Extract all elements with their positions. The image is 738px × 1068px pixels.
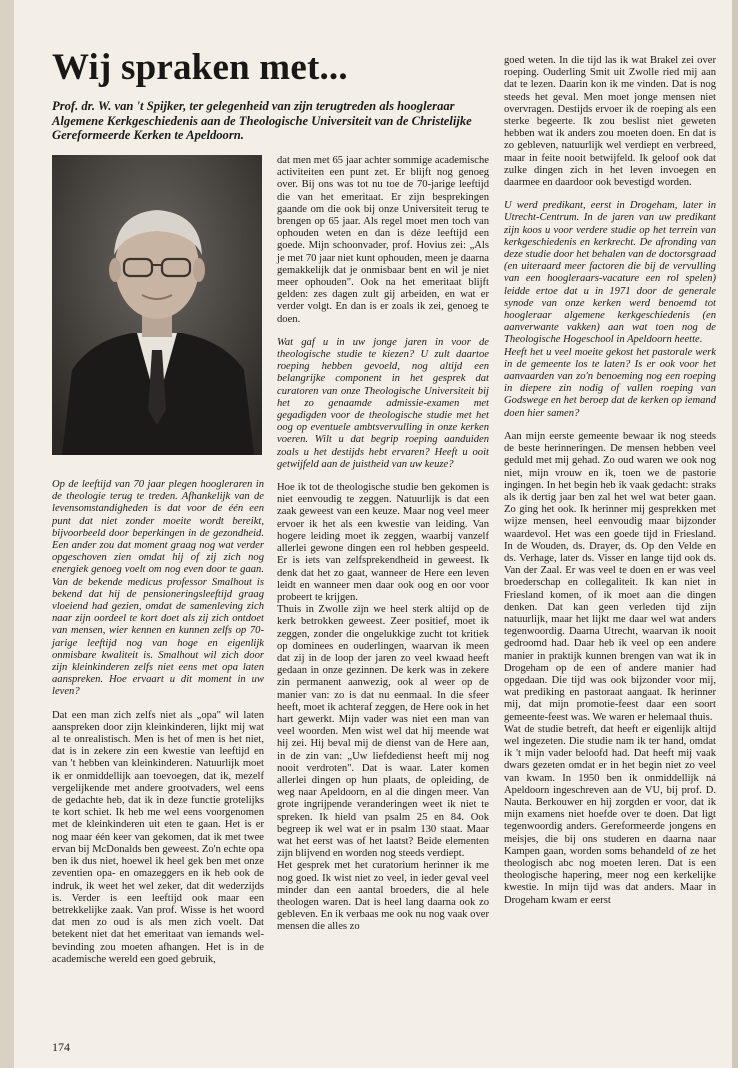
paragraph: Thuis in Zwolle zijn we heel sterk altijd op de kerk betrokken geweest. Zeer positief, moet ik zeggen, zonder die ongelukkige zucht tot kritiek op dominees en ouderlingen, waarvan ik meen dat zij in de loop der jaren zo veel kwaad heeft gedaan in onze gezinnen. De kerk was in zekere zin permanent aanwezig, ook al weer op de manier van: zo is dat nu eenmaal. In die sfeer heeft, moet ik achteraf zeggen, de Here ook in het hart gewerkt. Mijn vader was niet een man van veel woorden. Men wist wel dat hij meende wat hij zei. Hij beval mij de dienst van de Here aan, in de zin van: „Uw liefdedienst heeft mij nog nooit verdroten". Dat is waar. Later komen allerlei dingen op hun plaats, de opleiding, de weg naar Apeldoorn, en al die dingen meer. Van grote ingrijpende veranderingen weet ik niet te spreken. Ik hield van psalm 25 en 84. Ook begreep ik wel wat er in psalm 130 staat. Maar wat het eerst was of het laatst? Beide elementen zijn blijvend en worden nog steeds verdiept. [277, 604, 489, 860]
paragraph: goed weten. In die tijd las ik wat Brakel zei over roeping. Ouderling Smit uit Zwolle ried mij aan dat te lezen. Daarin kon ik me vinden. Dat is nog steeds het geval. Men moet jonge mensen niet overvragen. Destijds ervoer ik de roeping als een sterke begeerte. Ik zou beslist niet geweten hebben wat ik anders zou moeten doen. En dat is zo gebleven, natuurlijk wel verdiept en verbreed, maar in feite nooit betwijfeld. Ik geloof ook dat zulke dingen zich in het leven invoegen en daarmee en daardoor ook bevestigd worden. [504, 55, 716, 189]
article-title: Wij spraken met... [52, 47, 348, 88]
interview-question: Heeft het u veel moeite gekost het pastorale werk in de gemeente los te laten? Is er ook voor het aanvaarden van zo'n benoeming nog een roeping in diepere zin nodig of vallen roeping van Godswege en het beroep dat de kerken op iemand doen hier samen? [504, 346, 716, 419]
paragraph: Dat een man zich zelfs niet als „opa" wil laten aanspreken door zijn kleinkinderen, lijkt mij wat al te onrealistisch. Men is het of men is het niet, dat is in zekere zin een kwestie van leeftijd en van 't hebben van kleinkinderen. Natuurlijk moet ik er onmiddellijk aan toevoegen, dat ik, mezelf vergelijkende met andere grootvaders, wel eens de gedachte heb, dat ik in deze functie grotelijks te kort schiet. Ik heb me wel eens voorgenomen met de kleinkinderen uit eten te gaan. Het is er nog maar één keer van gekomen, dat ik met twee ervan bij McDonalds ben geweest. Zo'n echte opa ben ik dus niet, hoewel ik heel gek ben met onze zeventien opa- en omazeggers en ik heb ook de indruk, ik weet het wel zeker, dat dit wederzijds is. Verder is een leeftijd ook maar een betrekkelijke zaak. Van prof. Wisse is het woord dat men zo oud is als men zich voelt. Dat betekent niet dat het emeritaat van iemands wel-bevinding zou moeten afhangen. Het is in de academische wereld een goed gebruik, [52, 709, 264, 965]
paragraph: Wat de studie betreft, dat heeft er eigenlijk altijd wel ingezeten. Die studie nam ik ter hand, omdat ik 't mijn vader beloofd had. Dat heeft mij vaak dwars gezeten omdat er in het begin niet zo veel van kwam. In 1950 ben ik onmiddellijk ná Apeldoorn ingeschreven aan de VU, bij prof. D. Nauta. Berkouwer en hij zorgden er voor, dat ik mijn examens niet hoefde over te doen. Dat ligt tegenwoordig anders. Gereformeerde jongens en meisjes, die bij ons studeren en daarna naar Kampen gaan, worden soms behandeld of ze het theologisch abc nog moeten leren. Dat is een theologische hapering, meer nog een kerkelijke kwestie. In mijn tijd was dat anders. Maar in Drogeham kwam er eerst [504, 723, 716, 906]
portrait-illustration [52, 155, 262, 455]
paragraph: Hoe ik tot de theologische studie ben gekomen is niet eenvoudig te zeggen. Natuurlijk is dat een zaak geweest van een keuze. Maar nog veel meer ervoer ik het als een kwestie van leiding. Van hogere leiding moet ik zeggen, waarbij vanzelf allerlei gewone dingen een rol hebben gespeeld. Er is iets van zelfsprekendheid in geweest. Ik denk dat het zo gaat, wanneer de Here een leven leidt en wanneer men daar ook oog en oor voor probeert te krijgen. [277, 482, 489, 603]
paragraph: Aan mijn eerste gemeente bewaar ik nog steeds de beste herinneringen. De mensen hebben veel geduld met mij gehad. Zo oud waren we ook nog niet, mijn vrouw en ik, toen we de pastorie ingingen. In het begin heb ik vaak gedacht: straks als ik dertig jaar ben zal het wel wat beter gaan. Zo ging het ook. Ik herinner mij gesprekken met wijze mensen, heel eenvoudig maar bijzonder waardevol. Het was een goede tijd in Friesland. In de Wouden, ds. Drayer, ds. Op den Velde en ds. Verhage, later ds. Visser en lange tijd ook ds. Van der Zaal. Er was veel te doen en er was veel broederschap en collegaliteit. Ik kan niet in Friesland komen, of ik moet aan die dingen denken. Dat kan geen verleden tijd zijn natuurlijk, maar het lijkt me daar wel wat anders tegenwoordig. Daarna Utrecht, waarvan ik nooit gedroomd had. Daar heb ik veel op een andere manier in praktijk kunnen brengen van wat ik in Drogeham op de een of andere manier had opgedaan. Die tijd was ook bijzonder voor mij, wat prediking en pastoraat aangaat. Ik herinner mij, dat mijn promotie-feest daar een soort gemeente-feest was. We waren er helemaal thuis. [504, 430, 716, 723]
page-number: 174 [52, 1040, 70, 1054]
photo-caption: Op de leeftijd van 70 jaar plegen hoogleraren in de theologie terug te treden. Afhankelijk van de levensomstandigheden is dat voor de één een punt dat niet zonder moeite wordt bereikt, bijvoorbeeld door beperkingen in de gezondheid. Een ander zou dat moment graag nog wat verder opgeschoven zien omdat hij of zij zich nog energiek genoeg voelt om nog even door te gaan. Van de bekende medicus professor Smalhout is bekend dat hij de pensioneringsleeftijd graag vloeiend had gezien, omdat de samenleving zich naar zijn oordeel te kort doet als zij zich ontdoet van mensen, wier kennen en kunnen zelfs op 70-jarige leeftijd nog van hoge en eigenlijk onmisbare kwaliteit is. Smalhout wil zich door zijn kleinkinderen zelfs niet eens met opa laten aanspreken. Hoe ervaart u dit moment in uw leven? [52, 479, 264, 698]
portrait-photo [52, 155, 262, 455]
column-3 [504, 55, 716, 907]
interview-question: Wat gaf u in uw jonge jaren in voor de theologische studie te kiezen? U zult daartoe roeping hebben gevoeld, nog altijd een belangrijke component in het gesprek dat curatoren van onze Theologische Universiteit bij het zo genaamde admissie-examen met gegadigden voor de theologische studie met het oog op eventuele ambtsvervulling in onze kerken voeren. Wilt u dat begrip roeping aanduiden zoals u het destijds hebt ervaren? Heeft u ooit getwijfeld aan de juistheid van uw keuze? [277, 336, 489, 470]
page-edge [732, 0, 738, 1068]
paragraph: dat men met 65 jaar achter sommige academische activiteiten een punt zet. Er blijft nog genoeg over. Bij ons was tot nu toe de 70-jarige leeftijd die van het emeritaat. Er zijn besprekingen gaande om die ook bij onze Universiteit terug te brengen op 65 jaar. Als regel moet men toch van ophouden weten en dan is déze leeftijd een goede. Mijn schoonvader, prof. Hovius zei: „Als je met 70 jaar niet kunt ophouden, meen je daarna gemakkelijk dat je onmisbaar bent en wil je niet meer ophouden". Ook na het emeritaat blijft gelden: zes dagen zult gij arbeiden, en wat er verder volgt. En dan is er zoals ik zei, genoeg te doen. [277, 155, 489, 325]
paragraph: Het gesprek met het curatorium herinner ik me nog goed. Ik wist niet zo veel, in ieder geval veel minder dan een aantal broeders, die al hele theologen waren. Dat is heel lang daarna ook zo gebleven. En ik verbaas me ook nu nog vaak over mensen die alles zo [277, 860, 489, 933]
binding-gutter [0, 0, 14, 1068]
column-1 [52, 479, 264, 966]
interview-question: U werd predikant, eerst in Drogeham, later in Utrecht-Centrum. In de jaren van uw predikant zijn koos u voor verdere studie op het terrein van kerkgeschiedenis en kerkrecht. De afronding van deze studie door het behalen van de doctorsgraad (en uiteraard meer factoren die bij de vervulling van een hoogleraars-vacature een rol spelen) leidde ertoe dat u in 1971 door de generale synode van onze kerken werd benoemd tot hoogleraar algemene kerkgeschiedenis (en aanverwante vakken) aan wat toen nog de Theologische Hogeschool in Apeldoorn heette. [504, 200, 716, 346]
article-subtitle: Prof. dr. W. van 't Spijker, ter gelegenheid van zijn terugtreden als hoogleraar Algemene Kerkgeschiedenis aan de Theologische Universiteit van de Christelijke Gereformeerde Kerken te Apeldoorn. [52, 99, 472, 143]
column-2 [277, 155, 489, 934]
